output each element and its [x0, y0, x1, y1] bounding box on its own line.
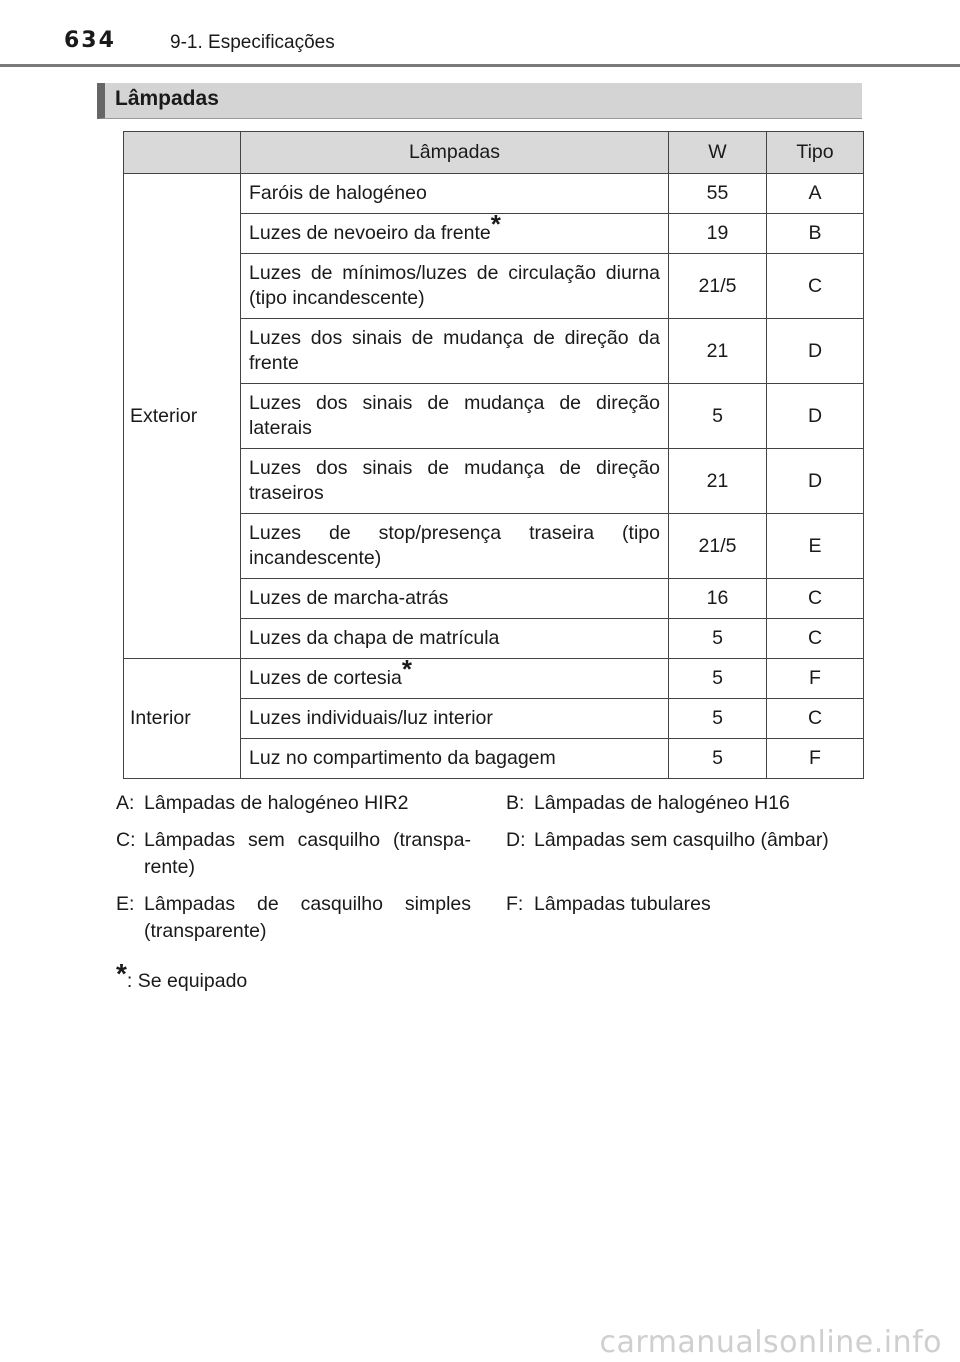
lamp-type: D	[767, 449, 864, 514]
lamp-watt: 21/5	[669, 514, 767, 579]
lamp-type: C	[767, 254, 864, 319]
lamp-watt: 21	[669, 319, 767, 384]
header-category	[124, 132, 241, 174]
footnote-star: *	[116, 958, 127, 989]
header-lamp: Lâmpadas	[241, 132, 669, 174]
lamp-watt: 5	[669, 699, 767, 739]
footnote	[116, 958, 247, 993]
banner-title: Lâmpadas	[115, 87, 219, 110]
header-watt: W	[669, 132, 767, 174]
lamp-name: Faróis de halogéneo	[241, 174, 669, 214]
table-row	[124, 174, 864, 214]
lamp-type: C	[767, 619, 864, 659]
category-interior: Interior	[124, 659, 241, 779]
table-row	[124, 659, 864, 699]
lamp-name: Luzes de stop/presença traseira (tipo incandescente)	[241, 514, 669, 579]
section-banner	[97, 83, 862, 119]
lamp-name: Luzes individuais/luz interior	[241, 699, 669, 739]
table-header-row	[124, 132, 864, 174]
page-number: 634	[64, 28, 116, 53]
lamp-watt: 16	[669, 579, 767, 619]
lamp-watt: 5	[669, 619, 767, 659]
lamp-type: D	[767, 319, 864, 384]
lamp-type: B	[767, 214, 864, 254]
lamp-watt: 21/5	[669, 254, 767, 319]
section-title: 9-1. Especificações	[170, 32, 335, 53]
lamp-name: Luzes dos sinais de mudança de direção laterais	[241, 384, 669, 449]
footnote-text: : Se equipado	[126, 970, 248, 992]
lamp-type: C	[767, 579, 864, 619]
lamp-type: D	[767, 384, 864, 449]
lamp-type: E	[767, 514, 864, 579]
lamp-name: Luzes de mínimos/luzes de circulação diurna (tipo incandescente)	[241, 254, 669, 319]
footnote-star: *	[490, 209, 501, 239]
lamp-type: F	[767, 659, 864, 699]
lamp-type: A	[767, 174, 864, 214]
category-exterior: Exterior	[124, 174, 241, 659]
watermark: carmanualsonline.info	[599, 1325, 942, 1360]
lamp-watt: 5	[669, 739, 767, 779]
lamp-watt: 21	[669, 449, 767, 514]
page-header	[0, 0, 960, 70]
lamp-type: F	[767, 739, 864, 779]
lamp-name: Luzes de nevoeiro da frente*	[241, 214, 669, 254]
lamp-name: Luz no compartimento da bagagem	[241, 739, 669, 779]
lamp-name: Luzes dos sinais de mudança de direção da frente	[241, 319, 669, 384]
header-type: Tipo	[767, 132, 864, 174]
header-rule	[0, 64, 960, 67]
bulb-spec-table	[123, 131, 864, 779]
lamp-watt: 5	[669, 384, 767, 449]
lamp-type: C	[767, 699, 864, 739]
lamp-watt: 55	[669, 174, 767, 214]
lamp-watt: 19	[669, 214, 767, 254]
lamp-watt: 5	[669, 659, 767, 699]
lamp-name: Luzes de marcha-atrás	[241, 579, 669, 619]
lamp-name: Luzes da chapa de matrícula	[241, 619, 669, 659]
footnote-star: *	[401, 654, 412, 684]
lamp-name: Luzes de cortesia*	[241, 659, 669, 699]
lamp-name: Luzes dos sinais de mudança de direção traseiros	[241, 449, 669, 514]
